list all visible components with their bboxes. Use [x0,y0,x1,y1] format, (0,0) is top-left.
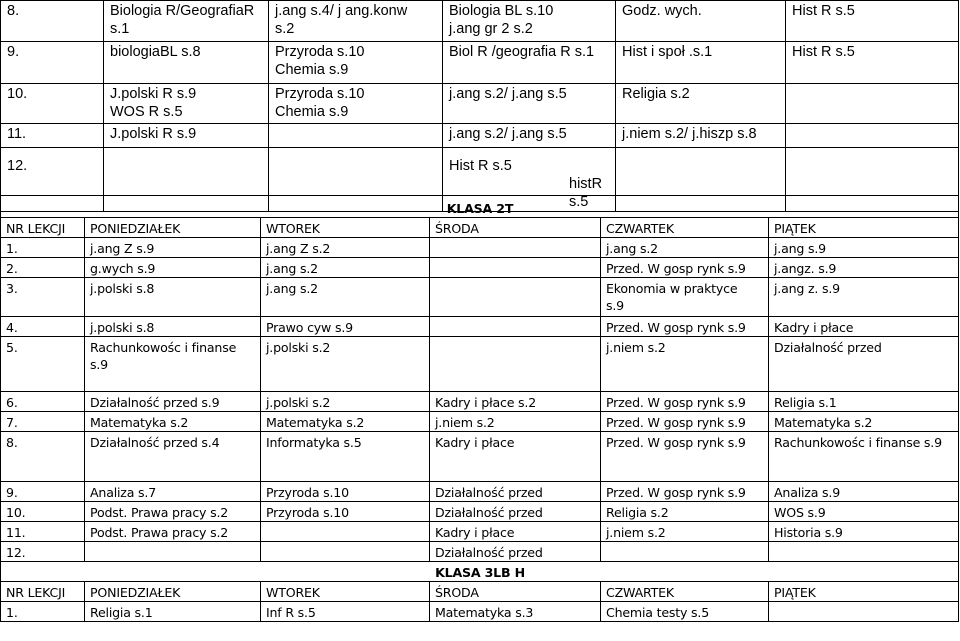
cell: Biologia BL s.10 j.ang gr 2 s.2 [443,1,616,42]
header-czwartek: CZWARTEK [601,218,769,238]
table-row [1,542,959,562]
cell: Matematyka s.3 [430,602,601,622]
cell [430,317,601,337]
cell: biologiaBL s.8 [104,42,269,84]
cell [430,258,601,278]
cell: j.niem s.2 [601,337,769,392]
cell [85,542,261,562]
header-sroda: ŚRODA [430,582,601,602]
cell: Rachunkowośc i finanse s.9 [769,432,959,482]
cell: j.polski s.2 [261,392,430,412]
cell [430,337,601,392]
cell: Analiza s.7 [85,482,261,502]
header-row [1,582,959,602]
cell: Podst. Prawa pracy s.2 [85,522,261,542]
cell [769,602,959,622]
cell: g.wych s.9 [85,258,261,278]
table-row [1,337,959,392]
lesson-number: 5. [1,337,85,392]
cell: Działalność przed [430,502,601,522]
cell: Hist R s.5 [786,1,959,42]
cell: Przed. W gosp rynk s.9 [601,482,769,502]
cell: Przed. W gosp rynk s.9 [601,412,769,432]
lesson-number: 11. [1,124,104,148]
cell: Biol R /geografia R s.1 [443,42,616,84]
table-row [1,502,959,522]
lesson-number: 6. [1,392,85,412]
header-wtorek: WTOREK [261,582,430,602]
klasa-2t-table [0,195,959,622]
cell: Działalność przed [430,542,601,562]
cell: Chemia testy s.5 [601,602,769,622]
cell [430,278,601,317]
cell [430,238,601,258]
cell: Religia s.1 [85,602,261,622]
lesson-number: 2. [1,258,85,278]
cell: j.niem s.2 [601,522,769,542]
lesson-number: 1. [1,602,85,622]
cell: J.polski R s.9 WOS R s.5 [104,84,269,124]
header-sroda: ŚRODA [430,218,601,238]
table-row [1,124,959,148]
cell: Przed. W gosp rynk s.9 [601,392,769,412]
cell: j.angz. s.9 [769,258,959,278]
cell: j.polski s.8 [85,317,261,337]
cell: Religia s.2 [601,502,769,522]
cell: WOS s.9 [769,502,959,522]
lesson-number: 11. [1,522,85,542]
cell [261,542,430,562]
top-schedule-table [0,0,959,212]
class-title-row [1,196,959,218]
cell: j.ang s.4/ j ang.konw s.2 [269,1,443,42]
header-czwartek: CZWARTEK [601,582,769,602]
cell: j.niem s.2/ j.hiszp s.8 [616,124,786,148]
cell [269,124,443,148]
cell: Kadry i płace [769,317,959,337]
cell: Historia s.9 [769,522,959,542]
cell [786,124,959,148]
cell [786,84,959,124]
cell: Przed. W gosp rynk s.9 [601,317,769,337]
class-title-row [1,562,959,582]
cell: Informatyka s.5 [261,432,430,482]
cell: j.ang s.2 [601,238,769,258]
cell: Godz. wych. [616,1,786,42]
cell: Działalność przed s.4 [85,432,261,482]
table-row [1,482,959,502]
header-wtorek: WTOREK [261,218,430,238]
header-poniedzialek: PONIEDZIAŁEK [85,582,261,602]
table-row [1,278,959,317]
lesson-number: 7. [1,412,85,432]
table-row [1,238,959,258]
table-row [1,522,959,542]
lesson-number: 10. [1,502,85,522]
cell: j.ang s.2/ j.ang s.5 [443,84,616,124]
cell: j.polski s.8 [85,278,261,317]
cell: Hist i społ .s.1 [616,42,786,84]
class-title: KLASA 2T [1,196,959,218]
lesson-number: 4. [1,317,85,337]
lesson-number: 8. [1,1,104,42]
cell: Działalność przed [769,337,959,392]
cell: Matematyka s.2 [769,412,959,432]
cell: Kadry i płace s.2 [430,392,601,412]
table-row [1,42,959,84]
class-title: KLASA 3LB H [1,562,959,582]
cell: Przyroda s.10 [261,482,430,502]
table-row [1,432,959,482]
lesson-number: 12. [1,542,85,562]
cell: Przed. W gosp rynk s.9 [601,432,769,482]
header-piatek: PIĄTEK [769,582,959,602]
cell: Analiza s.9 [769,482,959,502]
table-row [1,317,959,337]
cell: Przed. W gosp rynk s.9 [601,258,769,278]
cell: J.polski R s.9 [104,124,269,148]
cell: Religia s.2 [616,84,786,124]
header-poniedzialek: PONIEDZIAŁEK [85,218,261,238]
lesson-number: 1. [1,238,85,258]
lesson-number: 9. [1,482,85,502]
cell: Kadry i płace [430,432,601,482]
header-nr-lekcji: NR LEKCJI [1,218,85,238]
cell: Podst. Prawa pracy s.2 [85,502,261,522]
cell: Przyroda s.10 Chemia s.9 [269,42,443,84]
cell: j.niem s.2 [430,412,601,432]
cell: Prawo cyw s.9 [261,317,430,337]
table-row [1,602,959,622]
cell: Hist R s.5 histR s.5 [443,148,616,212]
cell [601,542,769,562]
cell: j.ang s.9 [769,238,959,258]
cell: Religia s.1 [769,392,959,412]
cell: j.ang Z s.2 [261,238,430,258]
cell: Działalność przed [430,482,601,502]
header-row [1,218,959,238]
cell: Działalność przed s.9 [85,392,261,412]
cell: j.ang s.2/ j.ang s.5 [443,124,616,148]
cell: Hist R s.5 [786,42,959,84]
lesson-number: 8. [1,432,85,482]
cell [261,522,430,542]
cell: Matematyka s.2 [261,412,430,432]
cell: Matematyka s.2 [85,412,261,432]
table-row [1,1,959,42]
cell: j.ang s.2 [261,278,430,317]
cell: Kadry i płace [430,522,601,542]
lesson-number: 10. [1,84,104,124]
lesson-number: 12. [1,148,104,212]
header-piatek: PIĄTEK [769,218,959,238]
table-row [1,258,959,278]
cell: j.ang s.2 [261,258,430,278]
cell: j.ang z. s.9 [769,278,959,317]
table-row [1,84,959,124]
cell: Inf R s.5 [261,602,430,622]
lesson-number: 9. [1,42,104,84]
cell: Rachunkowośc i finanse s.9 [85,337,261,392]
table-row [1,412,959,432]
cell: Biologia R/GeografiaR s.1 [104,1,269,42]
cell: Przyroda s.10 [261,502,430,522]
table-row [1,392,959,412]
cell [769,542,959,562]
cell: j.ang Z s.9 [85,238,261,258]
cell: Przyroda s.10 Chemia s.9 [269,84,443,124]
lesson-number: 3. [1,278,85,317]
header-nr-lekcji: NR LEKCJI [1,582,85,602]
cell: Ekonomia w praktyce s.9 [601,278,769,317]
cell: j.polski s.2 [261,337,430,392]
